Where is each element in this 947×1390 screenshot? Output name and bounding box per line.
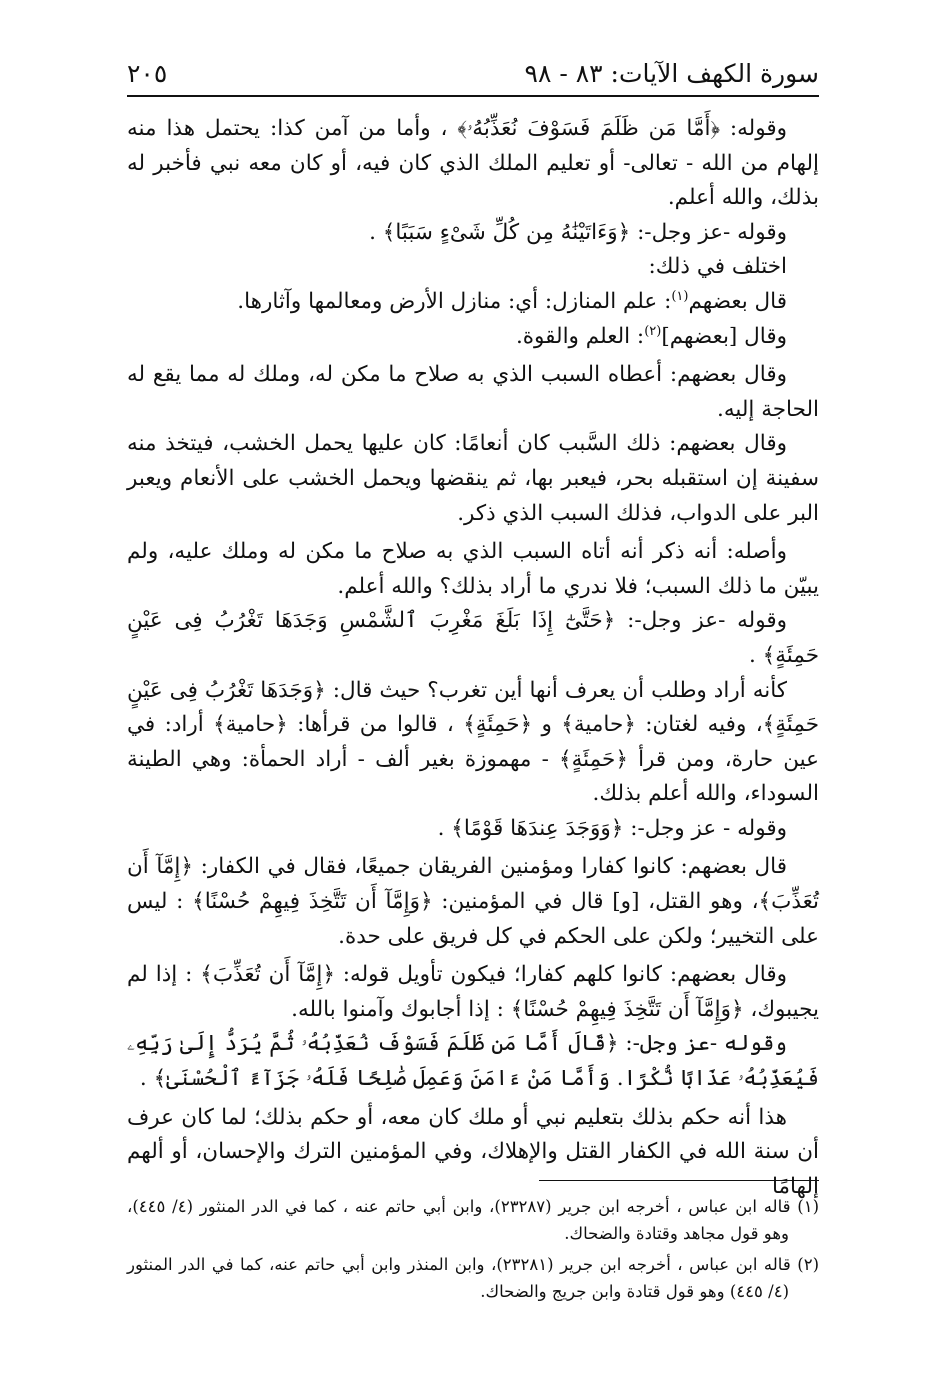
paragraph-4	[127, 285, 819, 320]
page-number: ٢٠٥	[127, 59, 168, 88]
paragraph-10: كأنه أراد وطلب أن يعرف أنها أين تغرب؟ حيث قال: ﴿وَجَدَهَا تَغْرُبُ فِى عَيْنٍ حَمِئَةٍ﴾، وفيه لغتان: ﴿حامية﴾ و ﴿حَمِئَةٍ﴾ ، قالوا من قرأها: ﴿حامية﴾ أراد: في عين حارة، ومن قرأ ﴿حَمِئَةٍ﴾ - مهموزة بغير ألف - أراد الحمأة: وهي الطينة السوداء، والله أعلم بذلك.	[127, 677, 819, 807]
paragraph-5-rest: : العلم والقوة.	[515, 323, 645, 349]
paragraph-15: هذا أنه حكم بذلك بتعليم نبي أو ملك كان معه، أو حكم بذلك؛ لما كان عرف أن سنة الله في الكفار القتل والإهلاك، وفي المؤمنين الترك والإحسان، أو ألهم إلهامًا	[127, 1104, 819, 1199]
running-title: سورة الكهف الآيات: ٨٣ - ٩٨	[524, 59, 819, 88]
paragraph-12: قال بعضهم: كانوا كفارا ومؤمنين الفريقان جميعًا، فقال في الكفار: ﴿إِمَّآ أَن تُعَذِّبَ﴾، وهو القتل، [و] قال في المؤمنين: ﴿وَإِمَّآ أَن تَتَّخِذَ فِيهِمْ حُسْنًا﴾ : ليس على التخيير؛ ولكن على الحكم في كل فريق على حدة.	[127, 854, 819, 949]
paragraph-3: اختلف في ذلك:	[648, 254, 787, 280]
footnote-ref-2: (٢)	[644, 323, 662, 339]
main-text	[127, 112, 819, 1204]
paragraph-4-rest: : علم المنازل: أي: منازل الأرض ومعالمها وآثارها.	[237, 288, 672, 314]
paragraph-5-lead: وقال [بعضهم]	[661, 323, 787, 349]
paragraph-11: وقوله - عز وجل-: ﴿وَوَجَدَ عِندَهَا قَوْمًا﴾ .	[437, 815, 787, 841]
paragraph-7: وقال بعضهم: ذلك السَّبب كان أنعامًا: كان عليها يحمل الخشب، فيتخذ منه سفينة إن استقبله بحر، فيعبر بها، ثم ينقضها ويحمل الخشب على الأنعام ويعبر البر على الدواب، فذلك السبب الذي ذكر.	[127, 431, 819, 526]
paragraph-1: وقوله: ﴿أَمَّا مَن ظَلَمَ فَسَوْفَ نُعَذِّبُهُۥ﴾ ، وأما من آمن كذا: يحتمل هذا منه إلهام من الله - تعالى- أو تعليم الملك الذي كان فيه، أو كان معه نبي فأخبر له بذلك، والله أعلم.	[127, 116, 819, 211]
header-rule	[127, 95, 819, 97]
footnote-1: (١) قاله ابن عباس ، أخرجه ابن جرير (٢٣٢٨٧)، وابن أبي حاتم عنه ، كما في الدر المنثور (٤/ ٤٤٥)، وهو قول مجاهد وقتادة والضحاك.	[127, 1197, 820, 1243]
paragraph-6: وقال بعضهم: أعطاه السبب الذي به صلاح ما مكن له، وملك له مما يقع له الحاجة إليه.	[127, 362, 819, 422]
paragraph-14: وقوله -عز وجل-: ﴿قَالَ أَمَّا مَن ظَلَمَ فَسَوْفَ نُعَذِّبُهُۥ ثُمَّ يُرَدُّ إِلَىٰ رَبِّهِۦ فَيُعَذِّبُهُۥ عَذَابًا نُّكْرًا. وَأَمَّا مَنْ ءَامَنَ وَعَمِلَ صَٰلِحًا فَلَهُۥ جَزَآءً ٱلْحُسْنَىٰ﴾ .	[127, 1031, 819, 1092]
page-header	[127, 52, 819, 92]
footnotes	[127, 1193, 819, 1309]
paragraph-9: وقوله -عز وجل-: ﴿حَتَّىٰٓ إِذَا بَلَغَ مَغْرِبَ ٱلشَّمْسِ وَجَدَهَا تَغْرُبُ فِى عَيْنٍ حَمِئَةٍ﴾ .	[127, 608, 819, 668]
footnote-2: (٢) قاله ابن عباس ، أخرجه ابن جرير (٢٣٢٨١)، وابن المنذر وابن أبي حاتم عنه، كما في الدر المنثور (٤/ ٤٤٥) وهو قول قتادة وابن جريج والضحاك.	[127, 1255, 819, 1301]
paragraph-4-lead: قال بعضهم	[688, 288, 787, 314]
paragraph-2: وقوله -عز وجل-: ﴿وَءَاتَيْنَٰهُ مِن كُلِّ شَىْءٍ سَبَبًا﴾ .	[369, 219, 787, 245]
footnote-rule	[539, 1180, 819, 1181]
footnote-ref-1: (١)	[671, 288, 689, 304]
paragraph-13: وقال بعضهم: كانوا كلهم كفارا؛ فيكون تأويل قوله: ﴿إِمَّآ أَن تُعَذِّبَ﴾ : إذا لم يجيبوك، ﴿وَإِمَّآ أَن تَتَّخِذَ فِيهِمْ حُسْنًا﴾ : إذا أجابوك وآمنوا بالله.	[127, 962, 819, 1022]
paragraph-8: وأصله: أنه ذكر أنه أتاه السبب الذي به صلاح ما مكن له وملك عليه، ولم يبيّن ما ذلك السبب؛ فلا ندري ما أراد بذلك؟ والله أعلم.	[127, 539, 819, 599]
paragraph-5	[127, 320, 819, 355]
